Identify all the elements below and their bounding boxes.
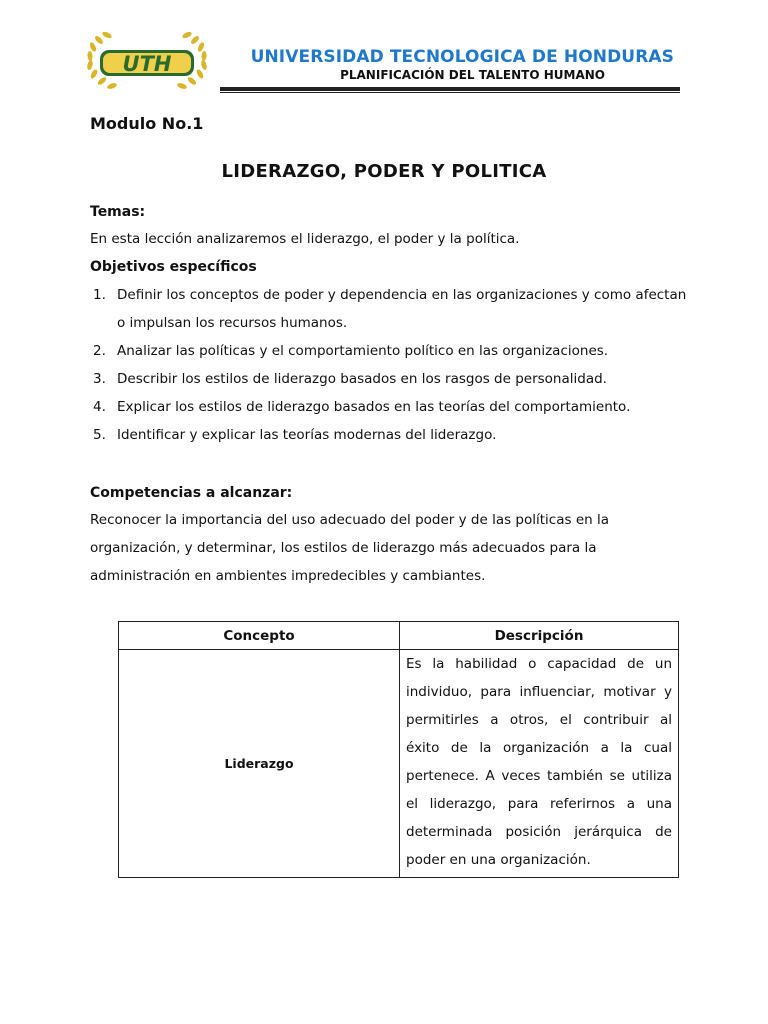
uth-logo bbox=[80, 30, 214, 94]
module-number: Modulo No.1 bbox=[90, 114, 204, 133]
list-item-number: 3. bbox=[93, 371, 106, 387]
header-divider bbox=[220, 87, 680, 93]
list-item-text: Describir los estilos de liderazgo basados en los rasgos de personalidad. bbox=[117, 371, 607, 387]
list-item-text: Identificar y explicar las teorías modernas del liderazgo. bbox=[117, 427, 497, 443]
list-item-number: 5. bbox=[93, 427, 106, 443]
list-item bbox=[90, 365, 690, 393]
list-item-number: 1. bbox=[93, 287, 106, 303]
table-header-row bbox=[119, 622, 679, 650]
list-item-text: Definir los conceptos de poder y dependencia en las organizaciones y como afectan o impulsan los recursos humanos. bbox=[117, 287, 687, 331]
list-item bbox=[90, 281, 690, 337]
table-cell-description: Es la habilidad o capacidad de un individuo, para influenciar, motivar y permitirles a otros, el contribuir al éxito de la organización a la cual pertenece. A veces también se utiliza el liderazgo, para referirnos a una determinada posición jerárquica de poder en una organización. bbox=[400, 650, 679, 878]
list-item bbox=[90, 393, 690, 421]
list-item-number: 4. bbox=[93, 399, 106, 415]
competencias-text: Reconocer la importancia del uso adecuado del poder y de las políticas en la organización, y determinar, los estilos de liderazgo más adecuados para la administración en ambientes impredecibles y cambiantes. bbox=[90, 512, 610, 584]
document-title: LIDERAZGO, PODER Y POLITICA bbox=[221, 161, 547, 182]
objetivos-section bbox=[90, 256, 690, 449]
table-row bbox=[119, 650, 679, 878]
temas-text: En esta lección analizaremos el liderazgo, el poder y la política. bbox=[90, 231, 520, 247]
list-item-number: 2. bbox=[93, 343, 106, 359]
list-item bbox=[90, 421, 690, 449]
list-item-text: Explicar los estilos de liderazgo basados en las teorías del comportamiento. bbox=[117, 399, 631, 415]
university-name: UNIVERSIDAD TECNOLOGICA DE HONDURAS bbox=[250, 47, 674, 67]
page-header bbox=[0, 0, 768, 110]
list-item bbox=[90, 337, 690, 365]
objetivos-heading: Objetivos específicos bbox=[90, 259, 257, 275]
concepts-table bbox=[118, 621, 679, 878]
temas-heading: Temas: bbox=[90, 204, 146, 220]
temas-section bbox=[90, 201, 690, 255]
column-header-descripcion: Descripción bbox=[400, 622, 679, 650]
course-name: PLANIFICACIÓN DEL TALENTO HUMANO bbox=[340, 68, 605, 82]
competencias-heading: Competencias a alcanzar: bbox=[90, 485, 293, 501]
logo-text: UTH bbox=[122, 52, 172, 76]
list-item-text: Analizar las políticas y el comportamiento político en las organizaciones. bbox=[117, 343, 609, 359]
competencias-section bbox=[90, 482, 690, 590]
column-header-concepto: Concepto bbox=[119, 622, 400, 650]
table-cell-term: Liderazgo bbox=[119, 650, 400, 878]
objetivos-list bbox=[90, 281, 690, 449]
